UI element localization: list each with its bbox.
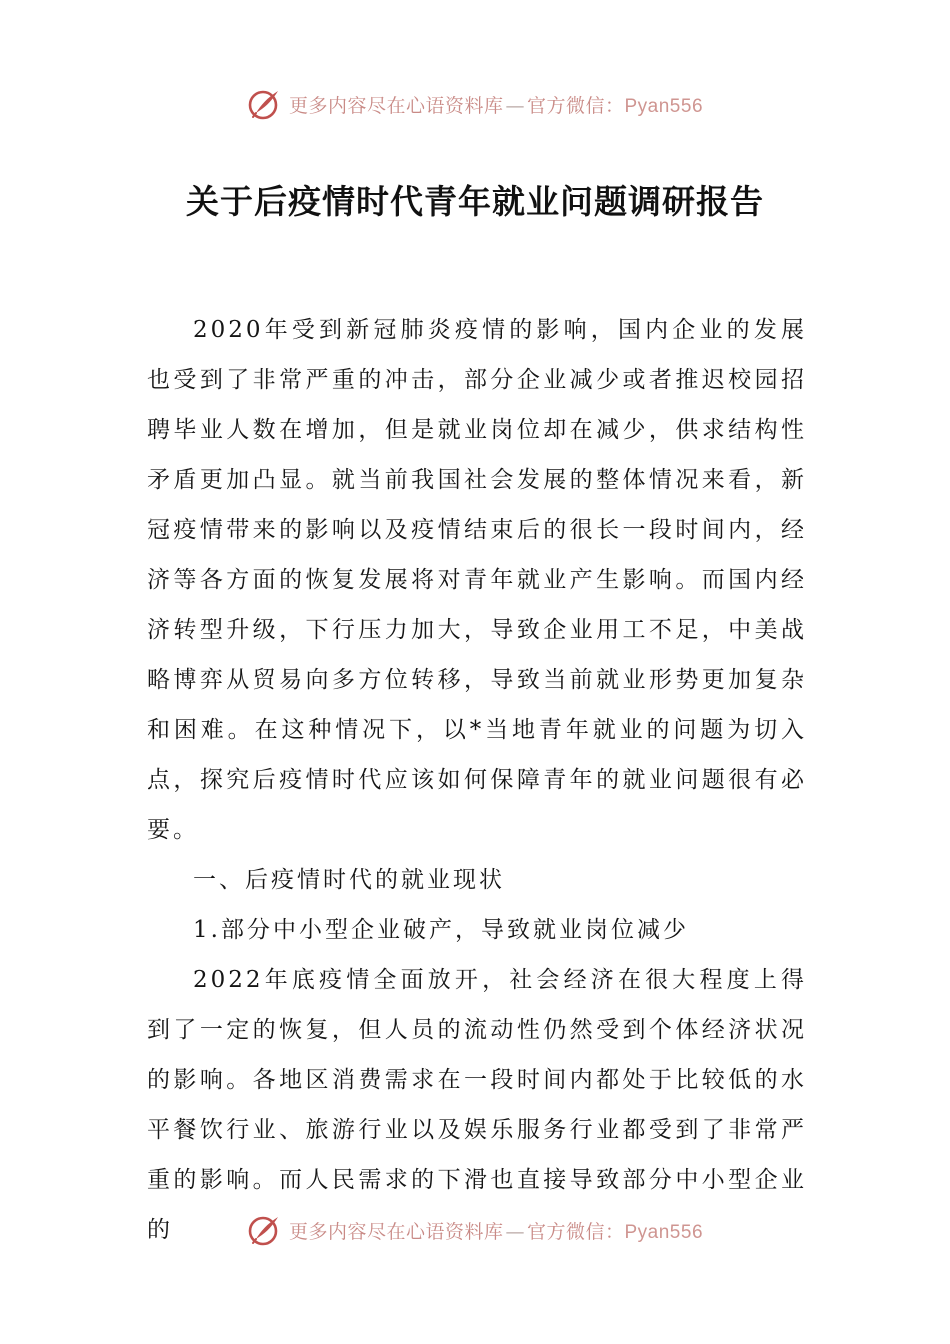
subsection-heading-sme-bankruptcy: 1.部分中小型企业破产，导致就业岗位减少 <box>193 917 689 943</box>
banner-wechat-handle: Pyan556 <box>624 95 704 117</box>
banner-official-label: 官方微信： <box>526 1220 625 1243</box>
banner-text <box>289 91 703 118</box>
body-paragraph-intro: 2020年受到新冠肺炎疫情的影响，国内企业的发展也受到了非常严重的冲击，部分企业减少或者推迟校园招聘毕业人数在增加，但是就业岗位却在减少，供求结构性矛盾更加凸显。就当前我国社会发展的整体情况来看，新冠疫情带来的影响以及疫情结束后的很长一段时间内，经济等各方面的恢复发展将对青年就业产生影响。而国内经济转型升级，下行压力加大，导致企业用工不足，中美战略博弈从贸易向多方位转移，导致当前就业形势更加复杂和困难。在这种情况下，以*当地青年就业的问题为切入点，探究后疫情时代应该如何保障青年的就业问题很有必要。 <box>147 317 807 843</box>
header-banner <box>0 84 950 124</box>
quill-pen-logo-icon <box>247 87 281 121</box>
banner-site-text: 更多内容尽在心语资料库 <box>288 94 504 117</box>
banner-separator: — <box>505 1220 525 1243</box>
banner-text <box>289 1217 703 1244</box>
banner-site-text: 更多内容尽在心语资料库 <box>288 1220 504 1243</box>
quill-pen-logo-icon <box>247 1213 281 1247</box>
section-heading-current-status: 一、后疫情时代的就业现状 <box>193 867 505 893</box>
footer-banner <box>0 1210 950 1250</box>
banner-separator: — <box>505 94 525 117</box>
banner-official-label: 官方微信： <box>526 94 625 117</box>
document-title: 关于后疫情时代青年就业问题调研报告 <box>186 182 764 221</box>
body-paragraph-2022: 2022年底疫情全面放开，社会经济在很大程度上得到了一定的恢复，但人员的流动性仍然受到个体经济状况的影响。各地区消费需求在一段时间内都处于比较低的水平餐饮行业、旅游行业以及娱乐服务行业都受到了非常严重的影响。而人民需求的下滑也直接导致部分中小型企业的 <box>147 967 807 1243</box>
banner-wechat-handle: Pyan556 <box>624 1221 704 1243</box>
document-body <box>147 305 807 1255</box>
